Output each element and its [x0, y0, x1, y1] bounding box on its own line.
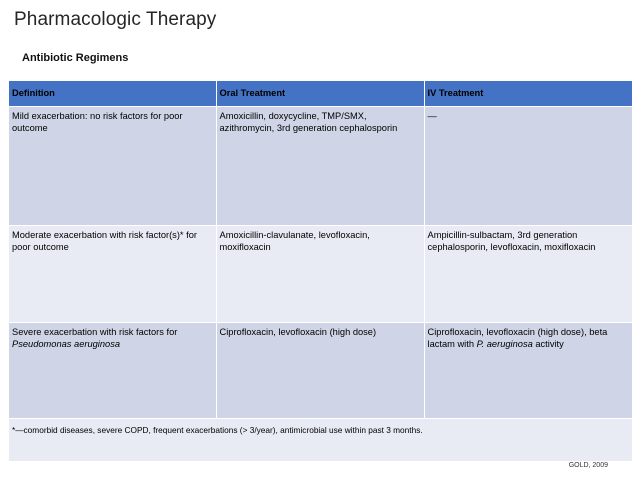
definition-text: Severe exacerbation with risk factors for [12, 327, 178, 337]
table-caption: Antibiotic Regimens [22, 52, 129, 64]
header-oral-treatment: Oral Treatment [216, 81, 424, 107]
table-row-severe [9, 323, 632, 419]
cell-iv [424, 323, 632, 419]
cell-oral: Amoxicillin-clavulanate, levofloxacin, moxifloxacin [216, 226, 424, 323]
cell-definition [9, 323, 216, 419]
cell-oral: Ciprofloxacin, levofloxacin (high dose) [216, 323, 424, 419]
organism-name: Pseudomonas aeruginosa [12, 338, 121, 349]
slide-title: Pharmacologic Therapy [14, 9, 217, 30]
citation: GOLD, 2009 [568, 462, 608, 469]
header-definition: Definition [9, 81, 216, 107]
footnote: *—comorbid diseases, severe COPD, frequent exacerbations (> 3/year), antimicrobial use within past 3 months. [9, 419, 632, 462]
cell-iv: Ampicillin-sulbactam, 3rd generation cephalosporin, levofloxacin, moxifloxacin [424, 226, 632, 323]
organism-name: P. aeruginosa [476, 338, 533, 349]
table-header-row [9, 81, 632, 107]
table-row-mild [9, 107, 632, 226]
iv-text-suffix: activity [535, 338, 564, 349]
cell-definition: Mild exacerbation: no risk factors for poor outcome [9, 107, 216, 226]
iv-text: Ciprofloxacin, levofloxacin (high dose), beta lactam with [427, 327, 608, 349]
header-iv-treatment: IV Treatment [424, 81, 632, 107]
antibiotic-regimens-table [9, 81, 633, 461]
cell-oral: Amoxicillin, doxycycline, TMP/SMX, azithromycin, 3rd generation cephalosporin [216, 107, 424, 226]
cell-iv: — [424, 107, 632, 226]
cell-definition: Moderate exacerbation with risk factor(s)* for poor outcome [9, 226, 216, 323]
table-row-moderate [9, 226, 632, 323]
table-footnote-row [9, 419, 632, 462]
